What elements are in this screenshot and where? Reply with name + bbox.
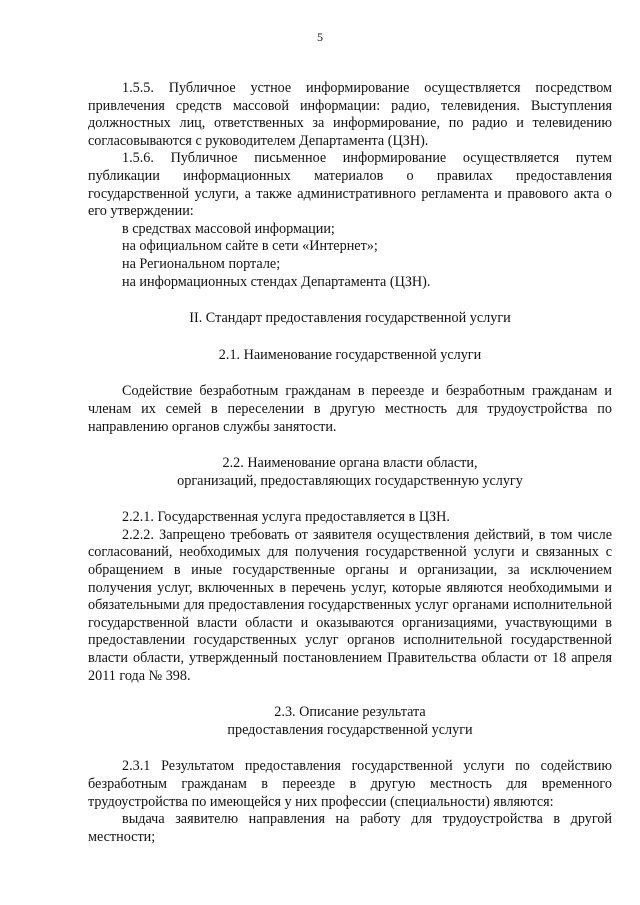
heading-2-2-line-1: 2.2. Наименование органа власти области,: [222, 455, 478, 472]
paragraph-2-1: Содействие безработным гражданам в переезде и безработным гражданам и членам их семей в переселении в другую местность для трудоустройства по направлению органов службы занятости.: [88, 383, 612, 435]
paragraph-2-3-1: 2.3.1 Результатом предоставления государственной услуги по содействию безработным гражданам в переезде в другую местность для временного трудоустройства по имеющейся у них профессии (специальности) являются:: [88, 758, 612, 810]
heading-2-2-line-2: организаций, предоставляющих государственную услугу: [177, 472, 523, 489]
paragraph-2-2-1: 2.2.1. Государственная услуга предоставляется в ЦЗН.: [122, 509, 450, 526]
document-body: [88, 80, 612, 846]
heading-2-3-line-2: предоставления государственной услуги: [227, 721, 473, 738]
paragraph-1-5-5: 1.5.5. Публичное устное информирование осуществляется посредством привлечения средств массовой информации: радио, телевидения. Выступления должностных лиц, ответственных за информирование, по радио и телевидению согласовываются с руководителем Департамента (ЦЗН).: [88, 80, 612, 149]
list-item: на Региональном портале;: [122, 255, 281, 272]
heading-2-3-line-1: 2.3. Описание результата: [274, 704, 426, 721]
heading-2-1: 2.1. Наименование государственной услуги: [218, 346, 482, 363]
paragraph-2-3-1-item: выдача заявителю направления на работу для трудоустройства в другой местности;: [88, 811, 612, 845]
paragraph-2-2-2: 2.2.2. Запрещено требовать от заявителя осуществления действий, в том числе согласований, необходимых для получения государственной услуги и связанных с обращением в иные государственные органы и организации, за исключением получения услуг, включенных в перечень услуг, которые являются необходимыми и обязательными для предоставления государственных услуг органами исполнительной государственной власти области и оказываются организациями, участвующими в предоставлении государственных услуг органов исполнительной государственной власти области, утвержденный постановлением Правительства области от 18 апреля 2011 года № 398.: [88, 526, 612, 684]
page-number: 5: [317, 30, 323, 44]
paragraph-1-5-6: 1.5.6. Публичное письменное информирование осуществляется путем публикации информационных материалов о правилах предоставления государственной услуги, а также административного регламента и правового акта о его утверждении:: [88, 150, 612, 220]
list-item: на официальном сайте в сети «Интернет»;: [122, 238, 378, 255]
list-item: в средствах массовой информации;: [122, 220, 335, 237]
section-2-title: II. Стандарт предоставления государственной услуги: [189, 310, 511, 327]
list-item: на информационных стендах Департамента (ЦЗН).: [122, 273, 431, 290]
